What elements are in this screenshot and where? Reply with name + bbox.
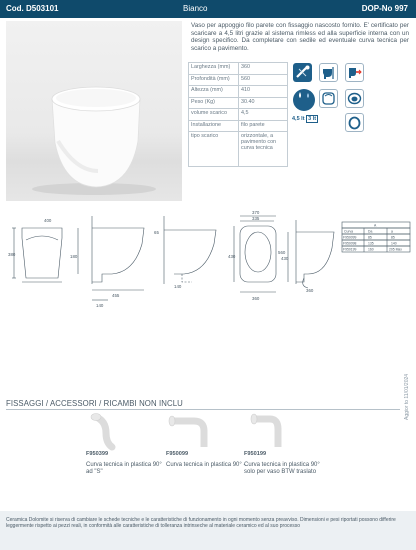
spec-row <box>189 132 288 167</box>
bolt-fixing-icon <box>293 63 312 82</box>
update-date: Aggior to 11/01/2024 <box>404 373 410 420</box>
dim-front-depth: 455 <box>112 293 120 298</box>
spec-label: Profondità (mm) <box>189 74 239 86</box>
dim-table-cell: F950199 <box>343 247 357 252</box>
dim-side-offset: 140 <box>174 284 182 289</box>
spec-value: 4,5 <box>239 109 288 121</box>
dim-plan-inner: 335 <box>252 216 260 221</box>
dop-number: DOP-No 997 <box>361 4 408 13</box>
dim-table-cell: F950099 <box>343 235 357 240</box>
dim-rear-width: 360 <box>306 288 314 293</box>
spec-table <box>188 62 288 167</box>
flush-large-volume: 3 lt <box>308 116 317 122</box>
spec-row <box>189 86 288 98</box>
dim-table-cell: 85 <box>368 235 372 240</box>
front-view-drawing <box>12 228 62 282</box>
product-code: Cod. D503101 <box>6 4 59 13</box>
spec-value: 560 <box>239 74 288 86</box>
dual-flush-icon <box>293 89 315 111</box>
dim-plan-depth: 560 <box>278 250 286 255</box>
spec-row <box>189 109 288 121</box>
spec-row <box>189 120 288 132</box>
rear-view-drawing <box>288 220 334 288</box>
product-color: Bianco <box>183 4 208 13</box>
dim-rear-height: 430 <box>281 256 289 261</box>
dim-table-header: a <box>391 229 393 234</box>
spec-label: Installazione <box>189 120 239 132</box>
spec-label: Peso (Kg) <box>189 97 239 109</box>
dim-table-cell: 85 <box>391 235 395 240</box>
dim-table-cell: F950098 <box>343 241 357 246</box>
seat-icon <box>345 113 364 132</box>
flush-small-volume: 4,5 lt <box>292 116 305 122</box>
technical-drawings <box>4 208 412 320</box>
dim-side-top: 65 <box>154 230 159 235</box>
wall-drain-icon <box>345 63 364 82</box>
spec-label: Larghezza (mm) <box>189 63 239 75</box>
accessory-description: Curva tecnica in plastica 90° - <box>166 462 246 468</box>
spec-row <box>189 63 288 75</box>
dim-plan-total: 370 <box>252 210 260 215</box>
dim-table-cell: 135 <box>368 241 374 246</box>
header-bar <box>0 0 416 18</box>
flush-badge <box>292 116 324 122</box>
product-photo <box>6 21 182 201</box>
dim-table-cell: 140 <box>391 241 397 246</box>
spec-value: 30.40 <box>239 97 288 109</box>
dim-plan-width: 360 <box>252 296 260 301</box>
side-view-drawing <box>78 216 144 300</box>
dim-table-header: Da <box>368 229 373 234</box>
spec-value: filo parete <box>239 120 288 132</box>
accessory-description: Curva tecnica in plastica 90° ad "S" <box>86 462 162 476</box>
accessory-code: F950399 <box>86 451 109 457</box>
dim-table-cell: 205 Max <box>389 247 403 252</box>
footer-disclaimer: Ceramica Dolomite si riserva di cambiare le schede tecniche e le caratteristiche di funzionamento in ogni momento senza preavviso. Dimensioni e pesi riportati possono differire leggermente rispetto ai pezzi reali, in conformità alle caratteristiche di tolleranza intrinseche al materiale ceramico ed al suo processo <box>6 517 396 530</box>
spec-row <box>189 74 288 86</box>
spec-label: Altezza (mm) <box>189 86 239 98</box>
spec-value: 360 <box>239 63 288 75</box>
spec-value: 410 <box>239 86 288 98</box>
toilet-photo-illustration <box>6 21 182 201</box>
accessories-title: FISSAGGI / ACCESSORI / RICAMBI NON INCLU <box>6 399 183 408</box>
spec-row <box>189 97 288 109</box>
dim-front-width: 400 <box>44 218 52 223</box>
dim-front-height: 380 <box>8 252 16 257</box>
accessory-image <box>244 411 302 451</box>
toilet-plan-icon <box>319 89 338 108</box>
rimless-bowl-icon <box>345 89 364 108</box>
dim-front-inner: 180 <box>70 254 78 259</box>
product-description: Vaso per appoggio filo parete con fissaggio nascosto fornito. E' certificato per scaricare a 4,5 litri grazie al sistema rimless ed alla superficie interna con un design specifico. Da completare con sedile ed eventuale curva tecnica per scarico a pavimento. <box>191 22 409 52</box>
side-view-2-drawing <box>164 216 216 284</box>
dim-front-offset: 140 <box>96 303 104 308</box>
dim-table-title: A <box>374 223 377 228</box>
dim-table-header: Curva <box>344 229 354 234</box>
spec-value: orizzontale, a pavimento con curva tecnica <box>239 132 288 167</box>
wall-mounted-toilet-icon <box>319 63 338 82</box>
accessory-image <box>164 411 222 451</box>
accessory-code: F950099 <box>166 451 189 457</box>
spec-label: volume scarico <box>189 109 239 121</box>
section-divider <box>6 409 400 410</box>
accessory-description: Curva tecnica in plastica 90° solo per vaso BTW traslato <box>244 462 320 476</box>
dim-table-cell: 160 <box>368 247 374 252</box>
accessory-image <box>84 411 142 451</box>
accessory-code: F950199 <box>244 451 267 457</box>
plan-view-drawing <box>234 216 276 292</box>
spec-label: tipo scarico <box>189 132 239 167</box>
dim-side-height: 430 <box>228 254 236 259</box>
